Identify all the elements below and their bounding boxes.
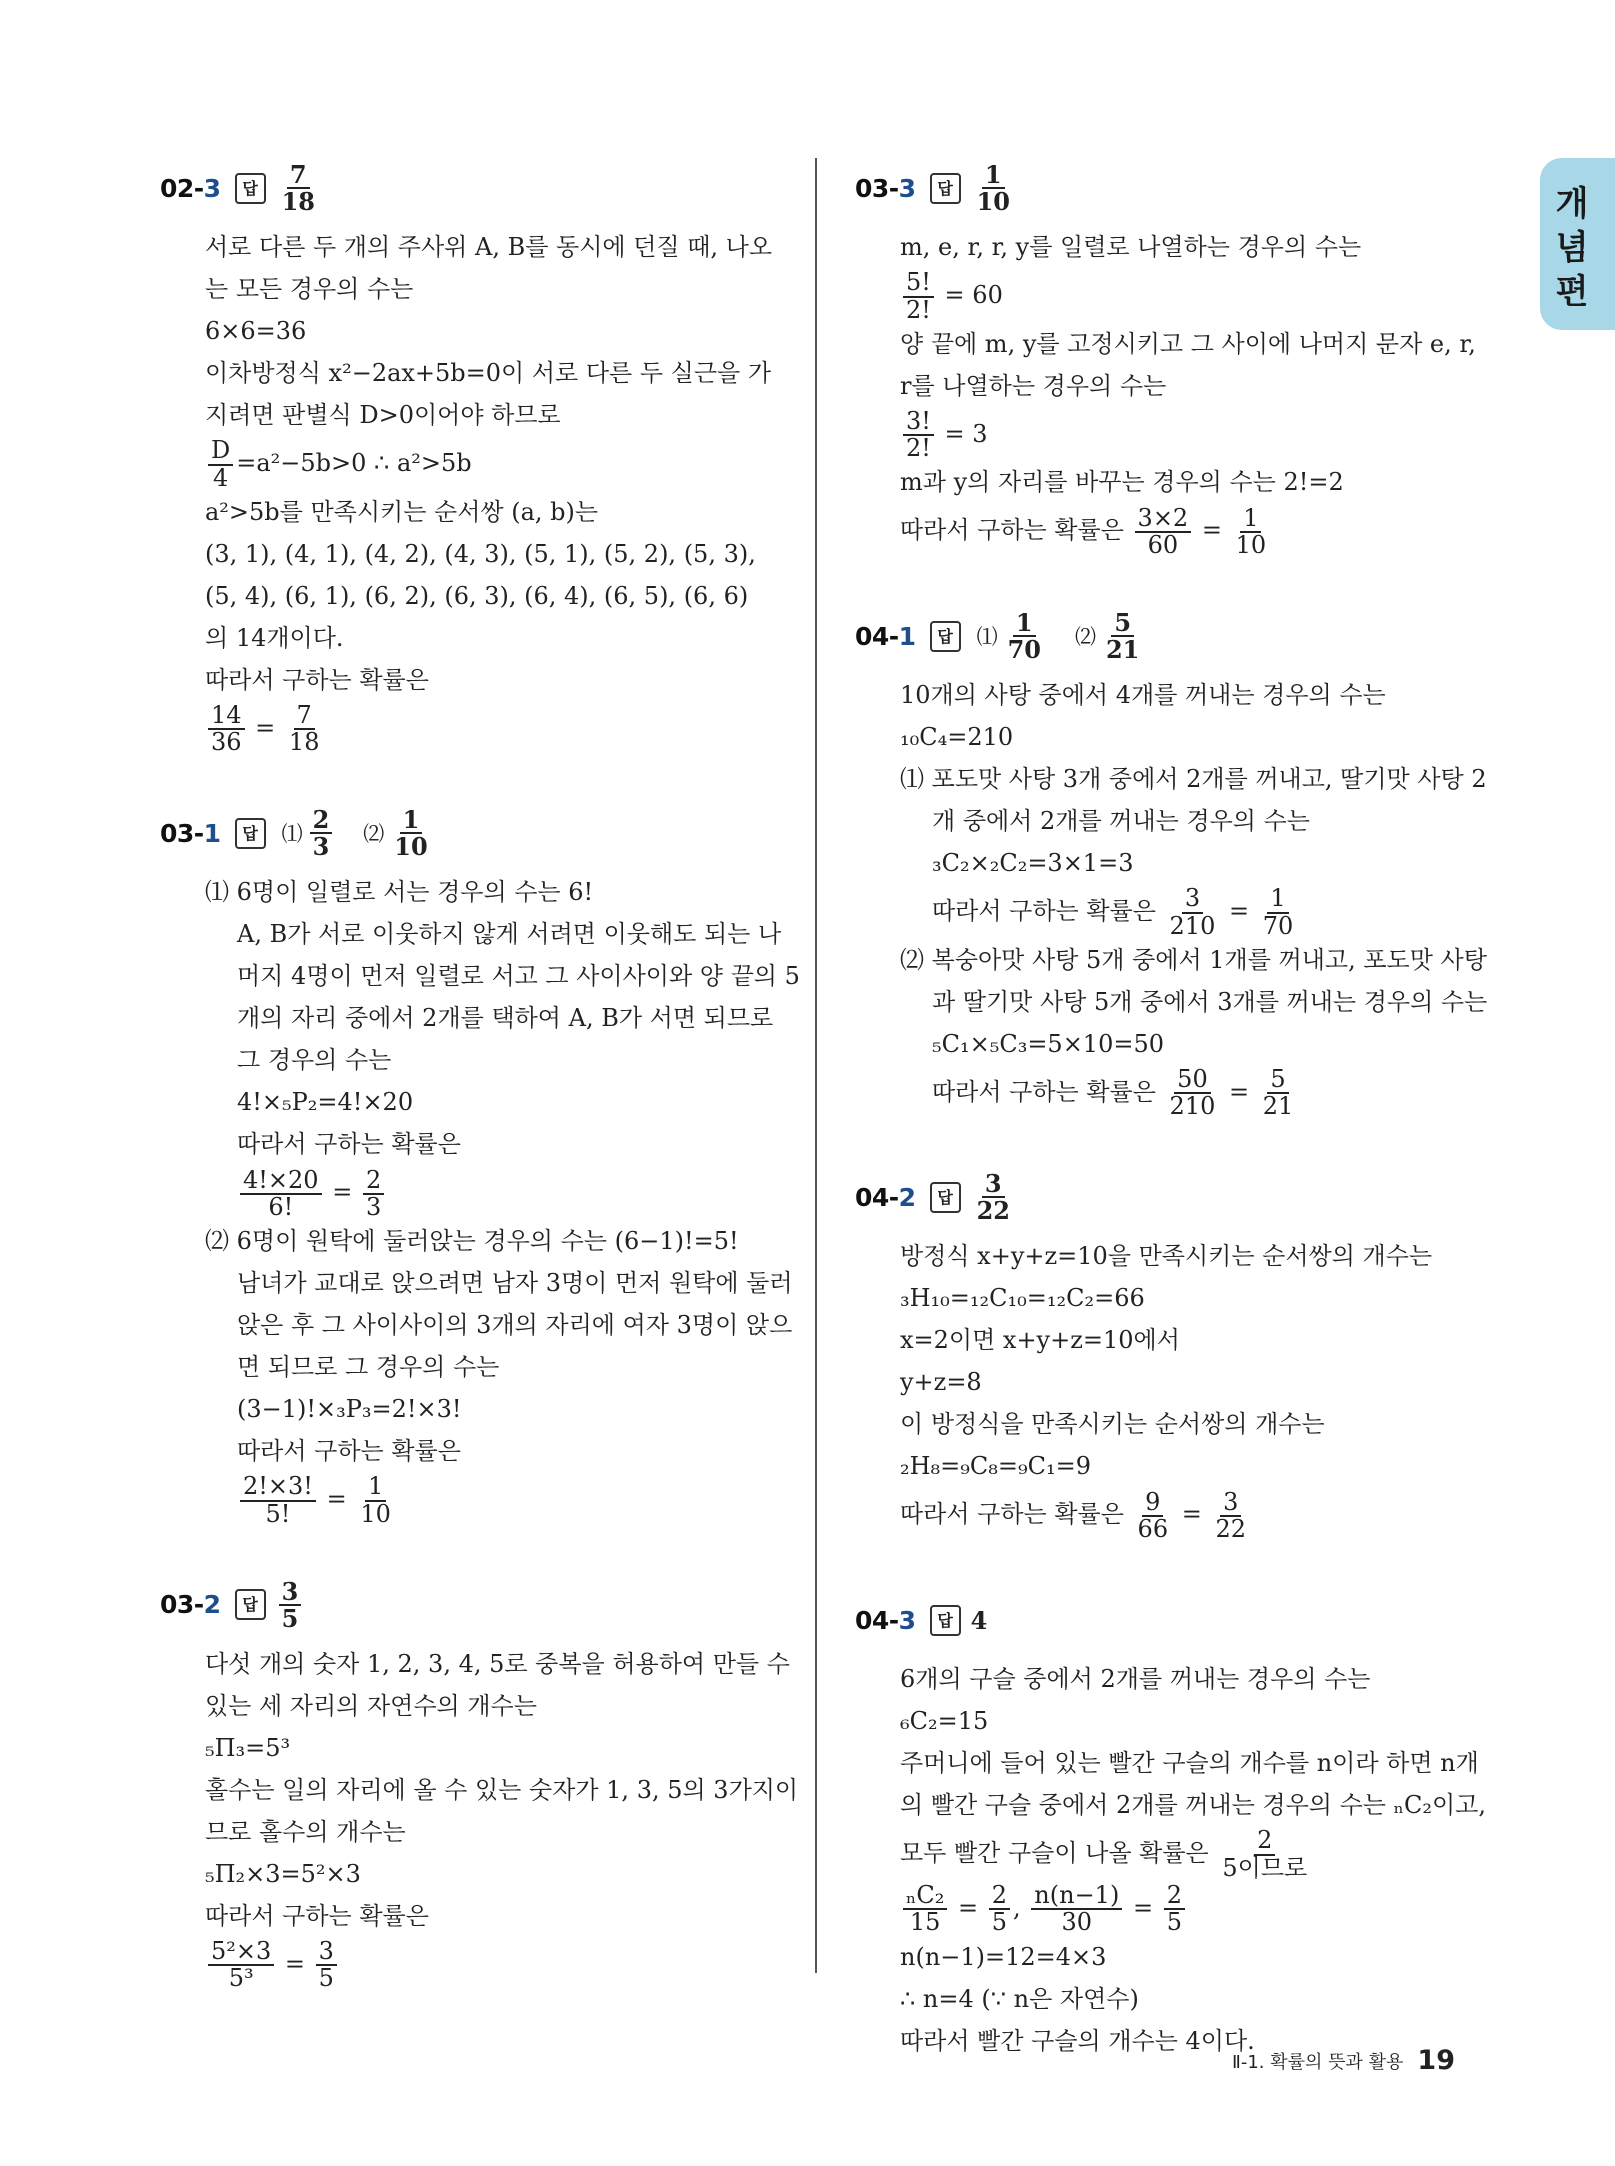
solution-line: 6×6=36	[205, 317, 307, 345]
solution-line: $\frac{\text{ₙC₂}}{15}$ = $\frac{2}{5}$ , $\frac{n(n-1)}{30}$ = $\frac{2}{5}$	[900, 1881, 1475, 1936]
solution-line: 모두 빨간 구슬이 나올 확률은 $\frac{2}{\text{5이므로}}$	[900, 1826, 1475, 1881]
solution-line: ₆C₂=15	[900, 1707, 989, 1736]
solution-line: ⑴ 6명이 일렬로 서는 경우의 수는 6!	[205, 878, 594, 907]
answer	[276, 1576, 305, 1633]
answer-fraction: $\frac{1}{10}$	[976, 159, 1010, 216]
solution-line: 따라서 구하는 확률은	[237, 1437, 461, 1466]
problem-id: 03-2	[160, 1590, 221, 1620]
solution-body	[160, 871, 800, 1528]
problem-header	[160, 795, 780, 871]
answer-icon: 답	[235, 818, 266, 849]
solution-line: 남녀가 교대로 앉으려면 남자 3명이 먼저 원탁에 둘러	[237, 1269, 793, 1298]
answer-icon: 답	[930, 1605, 961, 1636]
solution-line: y+z=8	[900, 1368, 982, 1397]
problem-block	[855, 1159, 1475, 1542]
side-tab-label: 개념편	[1555, 184, 1589, 312]
solution-line: 따라서 빨간 구슬의 개수는 4이다.	[900, 2026, 1255, 2055]
fraction: $\frac{D}{4}$	[208, 438, 233, 490]
solution-line: n(n−1)=12=4×3	[900, 1942, 1107, 1971]
solution-line: $\frac{5!}{2!}$ = 60	[900, 268, 1475, 323]
solution-line: 있는 세 자리의 자연수의 개수는	[205, 1691, 537, 1720]
answer	[971, 1169, 1016, 1226]
answer-fraction: $\frac{3}{22}$	[976, 1169, 1010, 1226]
left-column	[160, 150, 800, 2031]
problem-header	[855, 150, 1475, 226]
fraction: $\frac{1}{10}$	[360, 1472, 391, 1528]
solution-line: 면 되므로 그 경우의 수는	[237, 1353, 500, 1382]
fraction: $\frac{4!\times 20}{6!}$	[240, 1168, 322, 1220]
page-footer	[1232, 2045, 1455, 2076]
solution-line: 이차방정식 x²−2ax+5b=0이 서로 다른 두 실근을 가	[205, 359, 772, 387]
answer-icon: 답	[930, 621, 961, 652]
problem-header	[160, 1567, 780, 1643]
fraction: $\frac{3\times 2}{60}$	[1135, 506, 1192, 558]
solution-line: 지려면 판별식 D>0이어야 하므로	[205, 401, 561, 429]
solution-line: 따라서 구하는 확률은 $\frac{3\times 2}{60}$ = $\frac{1}{10}$	[900, 503, 1475, 558]
fraction: $\frac{n(n-1)}{30}$	[1031, 1883, 1122, 1935]
fraction: $\frac{2}{\text{5이므로}}$	[1222, 1826, 1308, 1882]
answer: ⑴ $\frac{1}{70}$ ⑵ $\frac{5}{21}$	[971, 610, 1146, 662]
solution-line: (3, 1), (4, 1), (4, 2), (4, 3), (5, 1), (5, 2), (5, 3),	[205, 539, 756, 568]
solution-body	[855, 1658, 1486, 2061]
answer-fraction: $\frac{5}{21}$	[1105, 607, 1140, 665]
problem-id: 02-3	[160, 173, 221, 203]
page-number: 19	[1417, 2045, 1455, 2076]
solution-line: 개의 자리 중에서 2개를 택하여 A, B가 서면 되므로	[237, 1004, 774, 1033]
solution-line: ₃C₂×₂C₂=3×1=3	[932, 849, 1134, 878]
fraction: $\frac{1}{70}$	[1262, 884, 1294, 940]
problem-id: 04-3	[855, 1605, 916, 1635]
answer	[971, 159, 1016, 216]
solution-line: $\frac{3!}{2!}$ = 3	[900, 407, 1475, 462]
solution-line: 그 경우의 수는	[237, 1046, 392, 1075]
problem-id: 03-3	[855, 173, 916, 203]
fraction: $\frac{3}{5}$	[316, 1939, 337, 1991]
fraction: $\frac{5!}{2!}$	[903, 270, 934, 322]
solution-line: A, B가 서로 이웃하지 않게 서려면 이웃해도 되는 나	[237, 920, 782, 949]
solution-line: $\frac{\text{5²×3}}{\text{5³}}$ = $\frac{3}{5}$	[205, 1937, 780, 1992]
fraction: $\frac{50}{210}$	[1169, 1065, 1216, 1121]
solution-line: 앉은 후 그 사이사이의 3개의 자리에 여자 3명이 앉으	[237, 1311, 793, 1340]
solution-line: m과 y의 자리를 바꾸는 경우의 수는 2!=2	[900, 468, 1344, 497]
problem-header	[160, 150, 780, 226]
solution-body	[160, 226, 780, 755]
solution-line: 방정식 x+y+z=10을 만족시키는 순서쌍의 개수는	[900, 1242, 1433, 1271]
fraction: $\frac{5}{21}$	[1262, 1065, 1294, 1121]
solution-line: 개 중에서 2개를 꺼내는 경우의 수는	[932, 807, 1310, 836]
solution-line: ₃H₁₀=₁₂C₁₀=₁₂C₂=66	[900, 1284, 1145, 1313]
solution-line: ₁₀C₄=210	[900, 723, 1014, 752]
solution-line: 는 모든 경우의 수는	[205, 275, 414, 303]
solution-body	[855, 226, 1475, 558]
solution-line: 서로 다른 두 개의 주사위 A, B를 동시에 던질 때, 나오	[205, 233, 773, 261]
solution-line: 이 방정식을 만족시키는 순서쌍의 개수는	[900, 1410, 1325, 1439]
solution-body	[855, 674, 1488, 1121]
solution-line: ∴ n=4 (∵ n은 자연수)	[900, 1984, 1139, 2013]
answer-icon: 답	[235, 1589, 266, 1620]
solution-line: 따라서 구하는 확률은 $\frac{3}{210}$ = $\frac{1}{70}$	[900, 884, 1475, 939]
solution-line: x=2이면 x+y+z=10에서	[900, 1326, 1180, 1355]
answer-icon: 답	[930, 173, 961, 204]
fraction: $\frac{2}{5}$	[1164, 1883, 1185, 1935]
column-divider	[815, 158, 817, 1973]
fraction: $\frac{1}{10}$	[1235, 503, 1267, 559]
fraction: $\frac{3!}{2!}$	[903, 409, 934, 461]
solution-line: 주머니에 들어 있는 빨간 구슬의 개수를 n이라 하면 n개	[900, 1749, 1479, 1778]
answer-fraction: $\frac{1}{10}$	[394, 805, 428, 862]
answer-fraction: $\frac{7}{18}$	[281, 159, 315, 216]
solution-body	[160, 1643, 799, 1993]
solution-line: (5, 4), (6, 1), (6, 2), (6, 3), (6, 4), (6, 5), (6, 6)	[205, 581, 749, 610]
fraction: $\frac{3}{210}$	[1169, 884, 1216, 940]
answer-icon: 답	[235, 173, 266, 204]
problem-header	[855, 1582, 1475, 1658]
solution-line: ₂H₈=₉C₈=₉C₁=9	[900, 1452, 1091, 1481]
solution-line: 홀수는 일의 자리에 올 수 있는 숫자가 1, 3, 5의 3가지이	[205, 1775, 799, 1804]
fraction: $\frac{14}{36}$	[208, 703, 245, 755]
problem-id: 04-2	[855, 1182, 916, 1212]
section-title: Ⅱ-1. 확률의 뜻과 활용	[1232, 2051, 1404, 2073]
solution-line: 6개의 구슬 중에서 2개를 꺼내는 경우의 수는	[900, 1665, 1371, 1694]
answer: 4	[970, 1605, 988, 1635]
fraction: $\frac{2}{3}$	[363, 1168, 384, 1220]
solution-line: m, e, r, r, y를 일렬로 나열하는 경우의 수는	[900, 233, 1362, 261]
answer-fraction: $\frac{3}{5}$	[279, 1579, 302, 1631]
solution-line: ⑵ 6명이 원탁에 둘러앉는 경우의 수는 (6−1)!=5!	[205, 1227, 739, 1256]
problem-block	[160, 1567, 799, 1993]
problem-id: 03-1	[160, 818, 221, 848]
right-column	[855, 150, 1488, 2102]
solution-line: 과 딸기맛 사탕 5개 중에서 3개를 꺼내는 경우의 수는	[932, 987, 1488, 1016]
problem-block	[160, 150, 780, 755]
answer-fraction: $\frac{2}{3}$	[310, 807, 333, 859]
answer	[276, 159, 321, 216]
solution-line: ₅Π₃=5³	[205, 1733, 291, 1762]
solution-line: 10개의 사탕 중에서 4개를 꺼내는 경우의 수는	[900, 681, 1386, 710]
solution-line: (3−1)!×₃P₃=2!×3!	[237, 1395, 462, 1424]
solution-line: $\frac{D}{4}$ =a²−5b>0 ∴ a²>5b	[205, 436, 780, 491]
fraction: $\frac{9}{66}$	[1137, 1487, 1169, 1543]
problem-block	[855, 1582, 1486, 2061]
answer-icon: 답	[930, 1182, 961, 1213]
solution-line: 양 끝에 m, y를 고정시키고 그 사이에 나머지 문자 e, r,	[900, 329, 1476, 358]
problem-id: 04-1	[855, 621, 916, 651]
solution-line: 의 빨간 구슬 중에서 2개를 꺼내는 경우의 수는 ₙC₂이고,	[900, 1791, 1486, 1820]
solution-line: r를 나열하는 경우의 수는	[900, 371, 1167, 400]
fraction: $\frac{\text{ₙC₂}}{15}$	[903, 1883, 947, 1935]
solution-line: 따라서 구하는 확률은	[205, 665, 429, 694]
solution-body	[855, 1235, 1475, 1542]
solution-line: 머지 4명이 먼저 일렬로 서고 그 사이사이와 양 끝의 5	[237, 962, 800, 991]
fraction: $\frac{2}{5}$	[989, 1883, 1010, 1935]
problem-block	[160, 795, 800, 1528]
solution-line: ⑵ 복숭아맛 사탕 5개 중에서 1개를 꺼내고, 포도맛 사탕	[900, 945, 1487, 974]
solution-line: 따라서 구하는 확률은 $\frac{9}{66}$ = $\frac{3}{22}$	[900, 1487, 1475, 1542]
problem-header	[855, 1159, 1475, 1235]
solution-line: 므로 홀수의 개수는	[205, 1817, 406, 1846]
problem-header	[855, 598, 1475, 674]
solution-line: 따라서 구하는 확률은 $\frac{50}{210}$ = $\frac{5}{21}$	[900, 1065, 1475, 1120]
fraction: $\frac{2!\times 3!}{5!}$	[240, 1474, 316, 1526]
fraction: $\frac{\text{5²×3}}{\text{5³}}$	[208, 1939, 274, 1991]
solution-line: a²>5b를 만족시키는 순서쌍 (a, b)는	[205, 497, 599, 526]
solution-line: 따라서 구하는 확률은	[205, 1901, 429, 1930]
solution-line: ₅Π₂×3=5²×3	[205, 1859, 361, 1888]
fraction: $\frac{7}{18}$	[288, 701, 320, 757]
problem-block	[855, 150, 1475, 558]
fraction: $\frac{3}{22}$	[1215, 1487, 1247, 1543]
solution-line: 따라서 구하는 확률은	[237, 1130, 461, 1159]
solution-line: ₅C₁×₅C₃=5×10=50	[932, 1029, 1164, 1058]
answer: ⑴ $\frac{2}{3}$ ⑵ $\frac{1}{10}$	[276, 807, 434, 859]
solution-line: $\frac{14}{36}$ = $\frac{7}{18}$	[205, 701, 780, 756]
solution-line: ⑴ 포도맛 사탕 3개 중에서 2개를 꺼내고, 딸기맛 사탕 2	[900, 765, 1487, 794]
solution-line: $\frac{4!\times 20}{6!}$ = $\frac{2}{3}$	[205, 1165, 780, 1220]
solution-line: 다섯 개의 숫자 1, 2, 3, 4, 5로 중복을 허용하여 만들 수	[205, 1649, 790, 1678]
problem-block	[855, 598, 1488, 1121]
solution-line: $\frac{2!\times 3!}{5!}$ = $\frac{1}{10}$	[205, 1472, 780, 1527]
solution-line: 의 14개이다.	[205, 623, 344, 652]
answer-fraction: $\frac{1}{70}$	[1007, 607, 1041, 665]
solution-line: 4!×₅P₂=4!×20	[237, 1088, 414, 1117]
